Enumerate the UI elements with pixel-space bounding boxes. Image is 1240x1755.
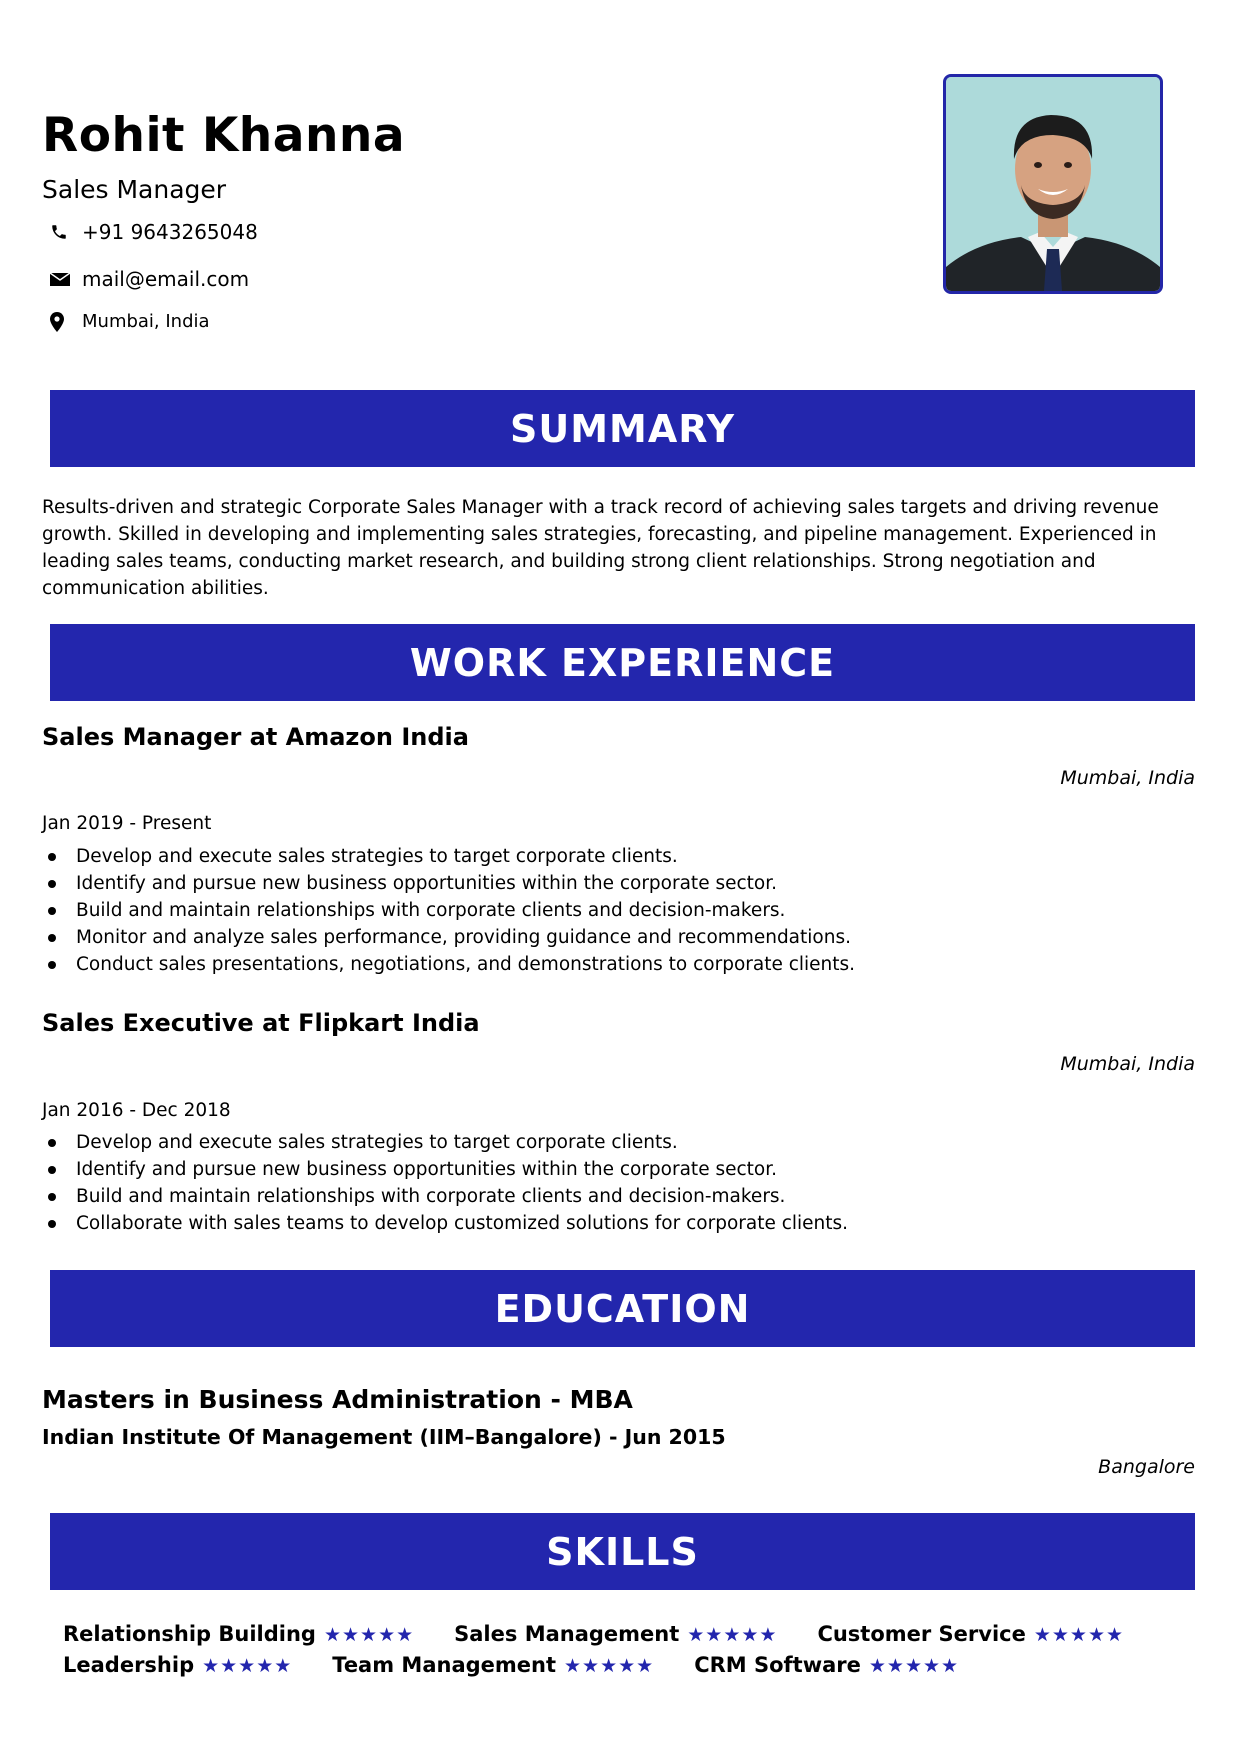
skill-name: Leadership [63,1653,195,1677]
job-duties [42,843,855,978]
list-item: Develop and execute sales strategies to target corporate clients. [42,1129,848,1156]
school-name: Indian Institute Of Management (IIM–Bangalore) - Jun 2015 [42,1425,726,1449]
job-dates: Jan 2019 - Present [42,813,212,834]
list-item: Monitor and analyze sales performance, providing guidance and recommendations. [42,924,855,951]
skills-heading: SKILLS [50,1513,1195,1590]
star-rating: ★★★★★ [202,1655,293,1677]
summary-heading: SUMMARY [50,390,1195,467]
list-item: Identify and pursue new business opportunities within the corporate sector. [42,870,855,897]
list-item: Conduct sales presentations, negotiations, and demonstrations to corporate clients. [42,951,855,978]
degree-title: Masters in Business Administration - MBA [42,1385,633,1414]
phone-number: +91 9643265048 [82,220,258,244]
location-text: Mumbai, India [82,311,210,332]
candidate-title: Sales Manager [42,175,227,204]
job-title: Sales Manager at Amazon India [42,723,469,751]
job-title: Sales Executive at Flipkart India [42,1009,480,1037]
list-item: Build and maintain relationships with corporate clients and decision-makers. [42,1183,848,1210]
contact-location [42,311,210,332]
star-rating: ★★★★★ [323,1624,415,1646]
job-location: Mumbai, India [1060,767,1195,789]
skill-item [332,1653,654,1677]
summary-text: Results-driven and strategic Corporate Sales Manager with a track record of achieving sales targets and driving revenue growth. Skilled in developing and implementing sales strategies, forecasting, and pipeline management. Experienced in leading sales teams, conducting market research, and building strong client relationships. Strong negotiation and communication abilities. [42,497,1159,599]
skill-item [454,1622,777,1646]
skill-name: Customer Service [817,1622,1026,1646]
phone-icon [42,223,82,241]
skills-row [63,1622,1164,1646]
job-dates: Jan 2016 - Dec 2018 [42,1100,231,1121]
email-address: mail@email.com [82,267,250,291]
list-item: Identify and pursue new business opportunities within the corporate sector. [42,1156,848,1183]
skill-name: Sales Management [454,1622,680,1646]
star-rating: ★★★★★ [1033,1624,1125,1646]
profile-photo [943,74,1163,294]
education-location: Bangalore [1098,1456,1195,1478]
skill-name: Relationship Building [63,1622,316,1646]
job-duties [42,1129,848,1237]
star-rating: ★★★★★ [868,1655,960,1677]
list-item: Build and maintain relationships with corporate clients and decision-makers. [42,897,855,924]
skill-name: Team Management [332,1653,557,1677]
list-item: Develop and execute sales strategies to target corporate clients. [42,843,855,870]
skill-item [694,1653,959,1677]
job-location: Mumbai, India [1060,1053,1195,1075]
skill-item [63,1653,292,1677]
contact-phone [42,220,258,244]
contact-email [42,267,249,291]
envelope-icon [42,271,82,287]
list-item: Collaborate with sales teams to develop customized solutions for corporate clients. [42,1210,848,1237]
skill-item [63,1622,414,1646]
star-rating: ★★★★★ [687,1624,778,1646]
skills-row [63,1653,999,1677]
skill-item [817,1622,1124,1646]
skill-name: CRM Software [694,1653,861,1677]
work-experience-heading: WORK EXPERIENCE [50,624,1195,701]
candidate-name: Rohit Khanna [42,108,406,163]
star-rating: ★★★★★ [564,1655,655,1677]
map-pin-icon [42,312,82,332]
education-heading: EDUCATION [50,1270,1195,1347]
